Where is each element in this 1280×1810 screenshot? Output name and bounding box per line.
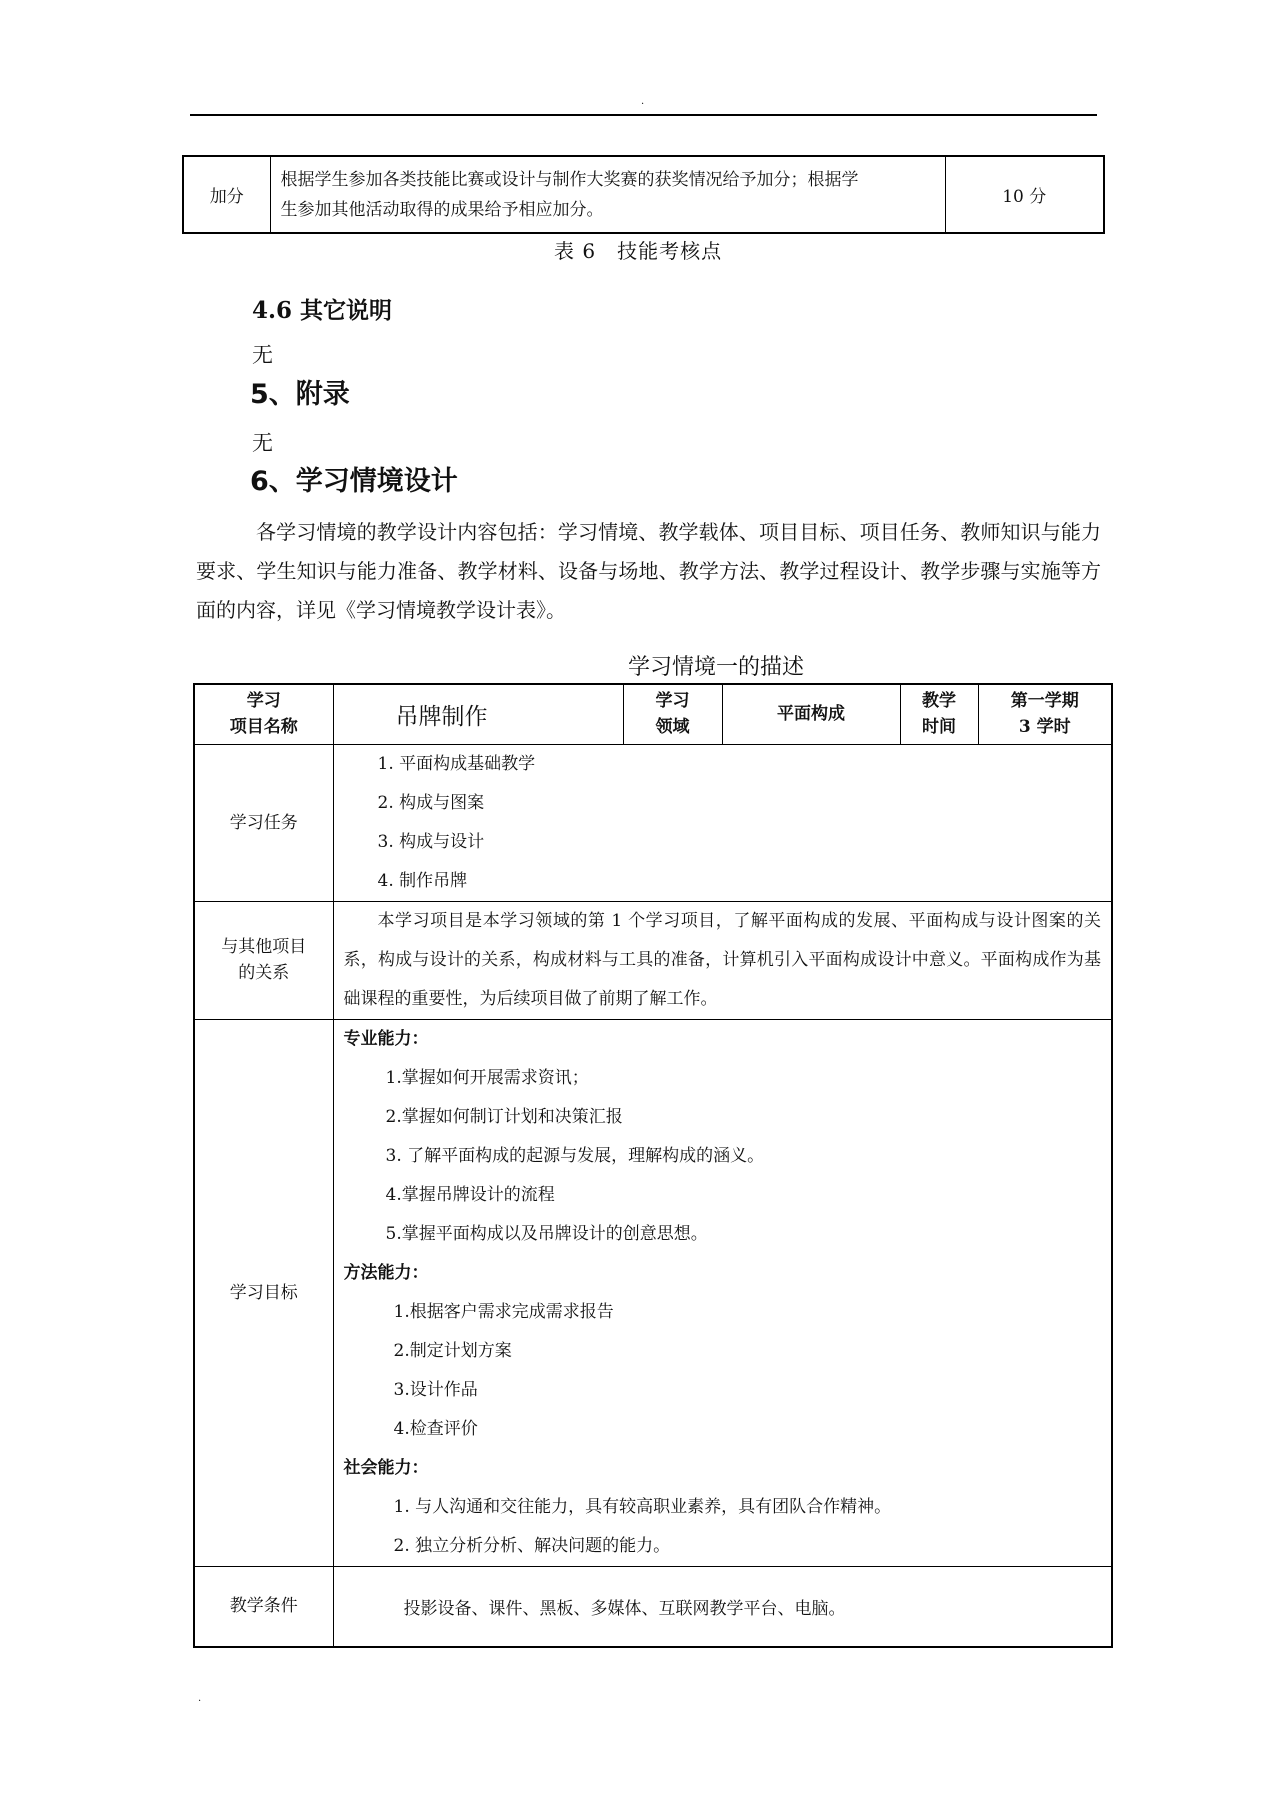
field-label-2: 领域: [655, 717, 690, 738]
time-value: [978, 684, 1112, 744]
method-item: 3.设计作品: [393, 1379, 478, 1400]
project-name-label-2: 项目名称: [229, 717, 298, 738]
header-rule: [190, 114, 1097, 116]
time-label-2: 时间: [922, 717, 956, 738]
time-value-2: 3 学时: [1018, 717, 1071, 738]
conditions-row: [194, 1566, 1112, 1647]
professional-ability-title: 专业能力：: [343, 1028, 429, 1049]
tasks-label: 学习任务: [194, 744, 333, 901]
section-4-6-body: 无: [252, 343, 273, 367]
task-item: 3. 构成与设计: [377, 831, 485, 852]
field-value: 平面构成: [722, 684, 900, 744]
professional-item: 4.掌握吊牌设计的流程: [385, 1184, 555, 1205]
situation-table-caption: 学习情境一的描述: [628, 655, 805, 680]
bonus-description-line-2: 生参加其他活动取得的成果给予相应加分。: [280, 199, 604, 220]
goals-content: [333, 1019, 1112, 1566]
task-item: 1. 平面构成基础教学: [377, 753, 536, 774]
section-5-heading: 5、附录: [250, 379, 350, 410]
method-item: 4.检查评价: [393, 1418, 478, 1439]
project-name-label-1: 学习: [246, 691, 281, 712]
project-name-value: 吊牌制作: [333, 684, 623, 744]
bonus-description-line-1: 根据学生参加各类技能比赛或设计与制作大奖赛的获奖情况给予加分；根据学: [280, 169, 859, 190]
method-ability-title: 方法能力：: [343, 1262, 429, 1283]
relation-row: [194, 901, 1112, 1019]
relation-text: 本学习项目是本学习领域的第 1 个学习项目，了解平面构成的发展、平面构成与设计图案的关系，构成与设计的关系，构成材料与工具的准备，计算机引入平面构成设计中意义。平面构成作为基础课程的重要性，为后续项目做了前期了解工作。: [333, 901, 1112, 1019]
bonus-description: [270, 156, 945, 233]
relation-label-2: 的关系: [238, 963, 290, 983]
social-item: 2. 独立分析分析、解决问题的能力。: [393, 1535, 671, 1556]
table6-caption: 表 6 技能考核点: [554, 239, 723, 263]
conditions-text: 投影设备、课件、黑板、多媒体、互联网教学平台、电脑。: [333, 1566, 1112, 1647]
conditions-label: 教学条件: [194, 1566, 333, 1647]
method-item: 1.根据客户需求完成需求报告: [393, 1301, 614, 1322]
professional-item: 5.掌握平面构成以及吊牌设计的创意思想。: [385, 1223, 708, 1244]
goals-row: [194, 1019, 1112, 1566]
social-ability-title: 社会能力：: [343, 1457, 429, 1478]
header-row: [194, 684, 1112, 744]
social-item: 1. 与人沟通和交往能力，具有较高职业素养，具有团队合作精神。: [393, 1496, 892, 1517]
time-value-1: 第一学期: [1010, 691, 1079, 712]
tasks-list: [333, 744, 1112, 901]
relation-label-1: 与其他项目: [221, 937, 307, 957]
situation-table: [193, 683, 1113, 1648]
task-item: 4. 制作吊牌: [377, 870, 468, 891]
professional-item: 2.掌握如何制订计划和决策汇报: [385, 1106, 623, 1127]
goals-label: 学习目标: [194, 1019, 333, 1566]
method-item: 2.制定计划方案: [393, 1340, 512, 1361]
field-label-1: 学习: [655, 691, 690, 712]
field-label: [623, 684, 722, 744]
bonus-score: 10 分: [945, 156, 1104, 233]
footer-dot: .: [198, 1693, 202, 1704]
task-item: 2. 构成与图案: [377, 792, 485, 813]
bonus-label: 加分: [183, 156, 270, 233]
relation-label: [194, 901, 333, 1019]
section-4-6-heading: 4.6 其它说明: [252, 297, 393, 324]
section-6-paragraph: 各学习情境的教学设计内容包括：学习情境、教学载体、项目目标、项目任务、教师知识与能力要求、学生知识与能力准备、教学材料、设备与场地、教学方法、教学过程设计、教学步骤与实施等方面的内容，详见《学习情境教学设计表》。: [196, 520, 1101, 622]
time-label: [900, 684, 978, 744]
section-5-body: 无: [252, 431, 273, 455]
tasks-row: [194, 744, 1112, 901]
header-dot: .: [641, 96, 645, 107]
professional-item: 1.掌握如何开展需求资讯；: [385, 1067, 589, 1088]
bonus-row: [183, 156, 1104, 233]
section-6-heading: 6、学习情境设计: [250, 466, 458, 497]
project-name-label: [194, 684, 333, 744]
time-label-1: 教学: [922, 691, 956, 712]
professional-item: 3. 了解平面构成的起源与发展，理解构成的涵义。: [385, 1145, 765, 1166]
bonus-table: [182, 155, 1105, 234]
